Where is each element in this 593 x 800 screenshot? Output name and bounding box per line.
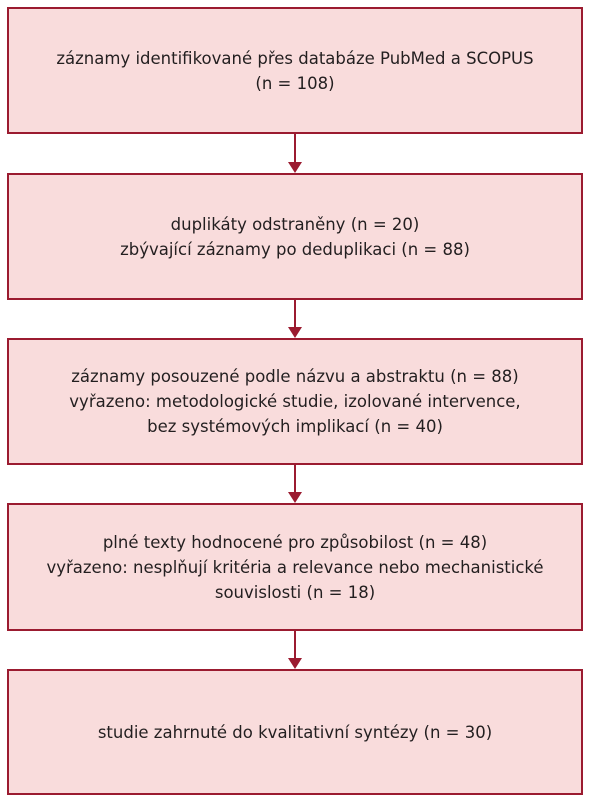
flow-box-deduplication: [7, 173, 583, 300]
flow-box-eligibility: [7, 503, 583, 631]
flow-box-text-line: souvislosti (n = 18): [214, 582, 376, 602]
flow-box-identification: [7, 7, 583, 134]
flow-box-screening: [7, 338, 583, 465]
flow-box-text-line: (n = 108): [255, 73, 335, 93]
flow-box-text-line: duplikáty odstraněny (n = 20): [170, 214, 420, 234]
flow-box-text-line: vyřazeno: nesplňují kritéria a relevance nebo mechanistické: [46, 557, 544, 577]
flow-box-text-line: zbývající záznamy po deduplikaci (n = 88): [120, 239, 470, 259]
flow-box-text-line: bez systémových implikací (n = 40): [147, 417, 443, 436]
flow-box-text-line: plné texty hodnocené pro způsobilost (n = 48): [102, 532, 488, 552]
flow-arrow-2: [288, 300, 302, 338]
flow-box-text-line: záznamy posouzené podle názvu a abstraktu (n = 88): [71, 367, 519, 386]
flow-box-text-line: studie zahrnuté do kvalitativní syntézy (n = 30): [97, 722, 493, 742]
flow-box-text-line: záznamy identifikované přes databáze PubMed a SCOPUS: [56, 48, 534, 68]
flow-arrow-1: [288, 134, 302, 173]
flow-arrow-3: [288, 465, 302, 503]
flow-box-included: [7, 669, 583, 795]
flow-box-text-line: vyřazeno: metodologické studie, izolované intervence,: [69, 392, 521, 411]
flow-arrow-4: [288, 631, 302, 669]
